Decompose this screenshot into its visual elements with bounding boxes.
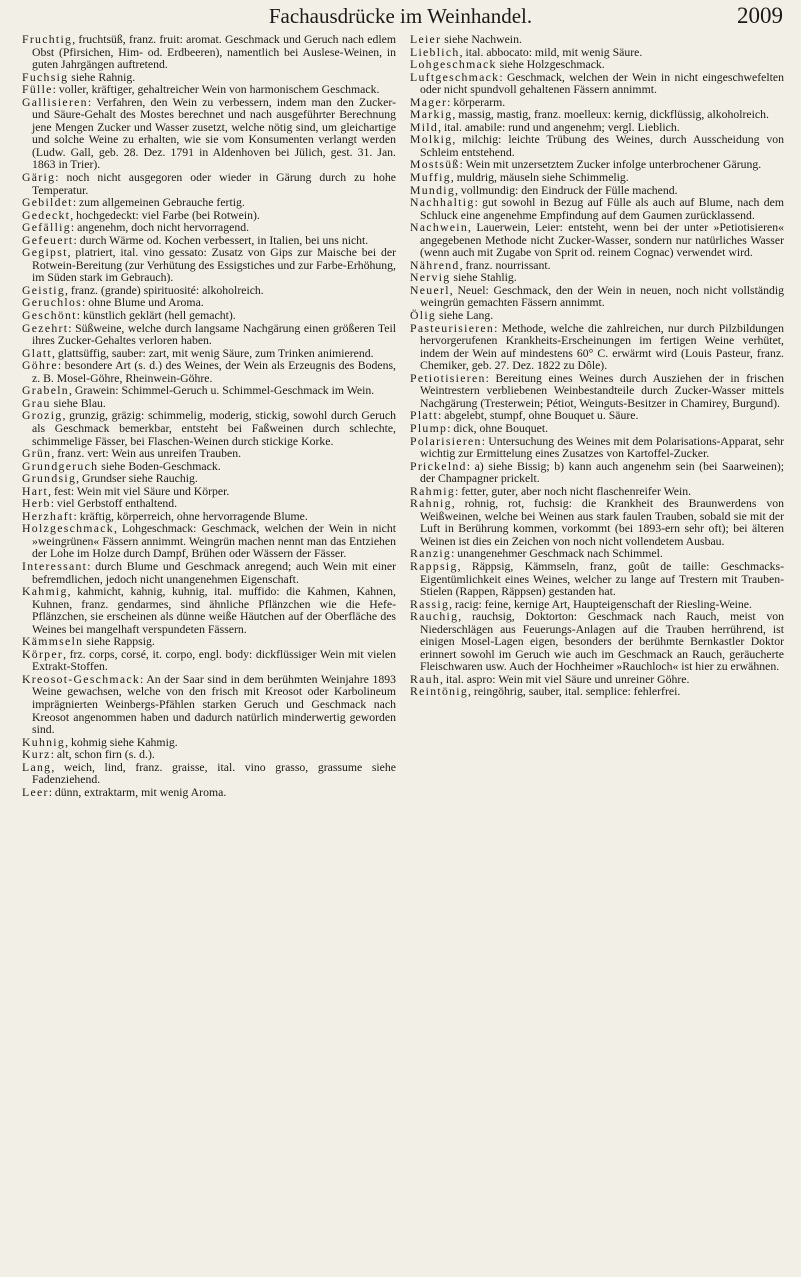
entry-headword: Lohgeschmack <box>410 58 497 72</box>
glossary-entry <box>22 34 396 72</box>
entry-definition: : kräftig, körperreich, ohne hervorragende Blume. <box>73 509 308 523</box>
page-header <box>0 0 801 30</box>
entry-definition: , platriert, ital. vino gessato: Zusatz von Gips zur Maische bei der Rotwein-Bereitung (zur Verhütung des Essigstiches und zur Farbe-Erhöhung, im Süden stark im Gebrauch). <box>32 246 396 285</box>
entry-definition: , massig, mastig, franz. moelleux: kernig, dickflüssig, alkoholreich. <box>452 108 769 122</box>
entry-definition: , fest: Wein mit viel Säure und Körper. <box>48 484 230 498</box>
entry-definition: : Methode, welche die zahlreichen, nur durch Pilzbildungen hervorgerufenen Krankheits-Erscheinungen im fertigen Weine verhütet, indem der Wein auf mindestens 60° C. erwärmt wird (Louis Pasteur, franz. Chemiker, geb. 27. Dez. 1822 zu Dôle). <box>420 321 784 373</box>
entry-definition: : viel Gerbstoff enthaltend. <box>50 497 178 511</box>
entry-definition: , franz. (grande) spirituosité: alkoholreich. <box>65 283 264 297</box>
entry-definition: , Räppsig, Kämmseln, franz, goût de taille: Geschmacks-Eigentümlichkeit eines Weines, welcher zu lange auf Trestern mit Trauben-Stielen (Rappen, Räppsen) gestanden hat. <box>420 559 784 599</box>
entry-headword: Gärig <box>22 171 56 185</box>
entry-headword: Markig <box>410 108 453 122</box>
entry-headword: Körper <box>22 647 64 661</box>
left-column <box>22 34 396 799</box>
entry-definition: : künstlich geklärt (hell gemacht). <box>76 309 236 323</box>
entry-headword: Leer <box>22 785 49 799</box>
entry-headword: Rahnig <box>410 497 452 511</box>
entry-headword: Grün <box>22 447 52 461</box>
entry-definition: : gut sowohl in Bezug auf Fülle als auch auf Blume, nach dem Schluck eine angenehme Empfindung auf dem Gaumen zurücklassend. <box>420 196 784 222</box>
entry-definition: , fruchtsüß, franz. fruit: aromat. Geschmack und Geruch nach edlem Obst (Pfirsichen, Him- od. Erdbeeren), namentlich bei Auslese-Weinen, in guten Jahrgängen auftretend. <box>32 33 396 72</box>
entry-headword: Luftgeschmack <box>410 70 500 84</box>
entry-definition: siehe Nachwein. <box>441 33 522 46</box>
glossary-entry <box>410 323 784 373</box>
entry-headword: Plump <box>410 421 448 435</box>
entry-headword: Molkig <box>410 133 453 147</box>
glossary-entry <box>22 649 396 674</box>
entry-headword: Grabeln <box>22 384 69 398</box>
entry-headword: Glatt <box>22 346 52 360</box>
entry-definition: siehe Rahnig. <box>68 70 136 84</box>
entry-definition: , weich, lind, franz. graisse, ital. vino grasso, grassume siehe Fadenziehend. <box>32 760 396 787</box>
entry-definition: siehe Blau. <box>50 396 106 410</box>
glossary-entry <box>410 461 784 486</box>
entry-headword: Nährend <box>410 258 460 272</box>
entry-definition: : Süßweine, welche durch langsame Nachgärung einen größeren Teil ihres Zucker-Gehaltes verloren haben. <box>32 321 396 348</box>
entry-headword: Geschönt <box>22 309 77 323</box>
entry-definition: : abgelebt, stumpf, ohne Bouquet u. Säure. <box>438 409 639 423</box>
entry-definition: , rauchsig, Doktorton: Geschmack nach Rauch, meist von Niederschlägen aus Feuerungs-Anlagen auf die Trauben herrührend, ist einigen Mosel-Lagen eigen, besonders der berühmte Bernkastler Doktor erinnert sowohl im Geruch wie auch im Geschmack an Rauch, geräucherte Fleischwaren usw. Auch der Hochheimer »Rauchloch« ist hier zu erwähnen. <box>420 610 784 674</box>
entry-headword: Nervig <box>410 271 451 285</box>
entry-definition: , frz. corps, corsé, it. corpo, engl. body: dickflüssiger Wein mit vielen Extrakt-Stoffen. <box>32 647 396 674</box>
glossary-entry <box>22 523 396 561</box>
entry-headword: Grau <box>22 396 51 410</box>
entry-headword: Grundsig <box>22 472 77 486</box>
entry-definition: : a) siehe Bissig; b) kann auch angenehm sein (bei Saarweinen); der Champagner prickelt. <box>420 459 784 486</box>
entry-definition: : noch nicht ausgegoren oder wieder in Gärung durch zu hohe Temperatur. <box>32 171 396 197</box>
entry-definition: , reingöhrig, sauber, ital. semplice: fehlerfrei. <box>468 685 681 699</box>
entry-headword: Gedeckt <box>22 208 71 222</box>
entry-definition: siehe Stahlig. <box>450 271 517 285</box>
entry-headword: Gefeuert <box>22 233 74 247</box>
entry-definition: , muldrig, mäuseln siehe Schimmelig. <box>450 171 629 185</box>
entry-definition: : dünn, extraktarm, mit wenig Aroma. <box>48 785 227 799</box>
entry-definition: , hochgedeckt: viel Farbe (bei Rotwein). <box>70 208 260 222</box>
entry-definition: , Neuel: Geschmack, den der Wein in neuen, noch nicht vollständig weingrün gemachten Fässern annimmt. <box>420 283 784 310</box>
glossary-entry <box>410 72 784 97</box>
entry-definition: , Lauerwein, Leier: entsteht, wenn bei der unter »Petiotisieren« angegebenen Methode nicht Zucker-Wasser, sondern nur natürliches Wasser (wenn auch mit Zugabe von Sprit od. reinem Cognac) verwendet wird. <box>420 221 784 260</box>
entry-headword: Reintönig <box>410 685 469 699</box>
entry-definition: : besondere Art (s. d.) des Weines, der Wein als Erzeugnis des Bodens, z. B. Mosel-Göhre, Rheinwein-Göhre. <box>32 359 396 385</box>
entry-definition: , franz. nourrissant. <box>459 258 551 272</box>
glossary-entry <box>410 222 784 260</box>
entry-headword: Kuhnig <box>22 735 66 749</box>
entry-headword: Lang <box>22 760 52 774</box>
entry-definition: , Grundser siehe Rauchig. <box>76 472 198 486</box>
entry-headword: Gezehrt <box>22 321 69 335</box>
entry-definition: siehe Rappsig. <box>83 635 155 649</box>
entry-headword: Mager <box>410 95 448 109</box>
entry-definition: , ital. abbocato: mild, mit wenig Säure. <box>459 45 643 59</box>
running-title: Fachausdrücke im Weinhandel. <box>268 4 533 28</box>
glossary-entry <box>22 360 396 385</box>
glossary-entry <box>22 247 396 285</box>
glossary-entry <box>410 197 784 222</box>
entry-definition: , rohnig, rot, fuchsig: die Krankheit des Braunwerdens von Weißweinen, welche bei Weinen aus stark faulen Trauben, sobald sie mit der Luft in Berührung kommen, vorkommt (bei 1893-ern sehr oft); bei älteren Weinen ist dies ein Zeichen von noch nicht vollendetem Ausbau. <box>420 497 784 548</box>
entry-headword: Pasteurisieren <box>410 321 495 335</box>
entry-headword: Polarisieren <box>410 434 482 448</box>
entry-definition: siehe Holzgeschmack. <box>496 58 605 72</box>
glossary-entry <box>22 674 396 737</box>
entry-definition: : durch Blume und Geschmack anregend; auch Wein mit einer befremdlichen, jedoch nicht unangenehmen Eigenschaft. <box>32 559 396 586</box>
entry-headword: Mostsüß <box>410 158 460 172</box>
entry-definition: : zum allgemeinen Gebrauche fertig. <box>72 196 245 210</box>
entry-headword: Neuerl <box>410 283 450 297</box>
entry-headword: Fülle <box>22 83 53 97</box>
entry-headword: Fuchsig <box>22 70 69 84</box>
entry-headword: Rappsig <box>410 559 458 573</box>
entry-definition: : Untersuchung des Weines mit dem Polarisations-Apparat, sehr wichtig zur Ermittelung eines Zusatzes von Kartoffel-Zucker. <box>420 434 784 461</box>
entry-headword: Ranzig <box>410 547 452 561</box>
entry-headword: Interessant <box>22 559 88 573</box>
entry-definition: siehe Lang. <box>436 309 494 323</box>
entry-definition: , milchig: leichte Trübung des Weines, durch Ausscheidung von Schleim entstehend. <box>420 133 784 159</box>
entry-headword: Gebildet <box>22 196 73 210</box>
entry-headword: Kurz <box>22 748 51 762</box>
entry-definition: : durch Wärme od. Kochen verbessert, in Italien, bei uns nicht. <box>73 233 369 247</box>
entry-definition: , franz. vert: Wein aus unreifen Trauben. <box>51 447 242 461</box>
entry-definition: siehe Boden-Geschmack. <box>98 459 221 473</box>
entry-headword: Gegipst <box>22 246 68 260</box>
entry-definition: : Bereitung eines Weines durch Ausziehen der in frischen Weintrestern verbliebenen Weinbestandteile durch Zucker-Wasser mittels Nachgärung (Tresterwein; Pétiot, Weinguts-Besitzer in Chamirey, Burgund). <box>420 371 784 410</box>
entry-definition: : angenehm, doch nicht hervorragend. <box>70 221 250 235</box>
entry-definition: : Geschmack, welchen der Wein in nicht eingeschwefelten oder nicht spundvoll gehaltenen Fässern annimmt. <box>420 70 784 97</box>
entry-definition: , ital. amabile: rund und angenehm; vergl. Lieblich. <box>438 120 680 134</box>
glossary-entry <box>410 285 784 310</box>
entry-headword: Herb <box>22 497 51 511</box>
glossary-entry <box>22 410 396 448</box>
entry-definition: , racig: feine, kernige Art, Haupteigenschaft der Riesling-Weine. <box>449 597 752 611</box>
entry-headword: Göhre <box>22 359 58 373</box>
entry-headword: Rahmig <box>410 484 456 498</box>
entry-definition: : voller, kräftiger, gehaltreicher Wein von harmonischem Geschmack. <box>52 83 380 97</box>
entry-definition: , ital. aspro: Wein mit viel Säure und unreiner Göhre. <box>440 672 690 686</box>
entry-headword: Prickelnd <box>410 459 467 473</box>
entry-headword: Grundgeruch <box>22 459 99 473</box>
entry-definition: : An der Saar sind in dem berühmten Weinjahre 1893 Weine gewachsen, welche von den frisch mit Kreosot oder Karbolineum imprägnierten Weinbergs-Pfählen starken Geruch und Geschmack nach Kreosot angenommen haben und dadurch natürlich minderwertig geworden sind. <box>32 672 396 737</box>
glossary-entry <box>22 561 396 586</box>
entry-headword: Mundig <box>410 183 456 197</box>
entry-headword: Muffig <box>410 171 451 185</box>
page-number: 2009 <box>737 3 783 28</box>
entry-definition: : alt, schon firn (s. d.). <box>50 748 155 762</box>
glossary-entry <box>22 172 396 197</box>
glossary-entry <box>410 686 784 699</box>
entry-headword: Nachwein <box>410 221 469 235</box>
entry-definition: : fetter, guter, aber noch nicht flaschenreifer Wein. <box>455 484 692 498</box>
entry-definition: : ohne Blume und Aroma. <box>82 296 204 310</box>
glossary-entry <box>410 611 784 674</box>
entry-definition: , kahmicht, kahnig, kuhnig, ital. muffido: die Kahmen, Kahnen, Kuhnen, franz. gendarmes, sind ähnliche Pflänzchen wie die Hefe-Pflänzchen, sie erscheinen als dünne weiße Häutchen auf der Oberfläche des Weines bei mangelhaft verspundeten Fässern. <box>32 585 396 636</box>
glossary-entry <box>410 134 784 159</box>
glossary-entry <box>22 787 396 800</box>
glossary-entry <box>410 561 784 599</box>
entry-headword: Mild <box>410 120 439 134</box>
glossary-entry <box>22 97 396 172</box>
entry-headword: Geruchlos <box>22 296 82 310</box>
entry-headword: Fruchtig <box>22 33 73 46</box>
entry-definition: , Lohgeschmack: Geschmack, welchen der Wein in nicht »weingrünen« Fässern annimmt. Weingrün machen nennt man das Entziehen der Lohe im Holze durch Dampf, Brühen oder Wässern der Fässer. <box>32 522 396 561</box>
entry-headword: Platt <box>410 409 439 423</box>
entry-headword: Lieblich <box>410 45 460 59</box>
entry-headword: Kämmseln <box>22 635 84 649</box>
entry-headword: Hart <box>22 484 49 498</box>
entry-definition: , vollmundig: den Eindruck der Fülle machend. <box>455 183 678 197</box>
entry-headword: Leier <box>410 33 442 46</box>
entry-definition: , grunzig, gräzig: schimmelig, moderig, stickig, sowohl durch Geruch als Geschmack bemerkbar, entsteht bei Faßweinen durch schlechte, schimmelige Fässer, bei Flaschen-Weinen durch stickige Korke. <box>32 409 396 448</box>
entry-headword: Rauchig <box>410 610 459 624</box>
entry-headword: Gallisieren <box>22 95 88 109</box>
glossary-entry <box>22 586 396 636</box>
entry-definition: : dick, ohne Bouquet. <box>447 421 549 435</box>
entry-headword: Rassig <box>410 597 450 611</box>
glossary-entry <box>410 373 784 411</box>
glossary-entry <box>410 436 784 461</box>
entry-headword: Rauh <box>410 672 441 686</box>
entry-headword: Geistig <box>22 283 66 297</box>
glossary-entry <box>22 323 396 348</box>
entry-headword: Herzhaft <box>22 509 74 523</box>
entry-definition: : Verfahren, den Wein zu verbessern, indem man den Zucker- und Säure-Gehalt des Mostes berechnet und nach ausgeführter Berechnung jene Mengen Zucker und Wasser zusetzt, welche nötig sind, um gleichartige und solche Weine zu erhalten, wie sie vom Konsumenten verlangt werden (Ludw. Gall, geb. 28. Dez. 1791 in Aldenhoven bei Jülich, gest. 31. Jan. 1863 in Trier). <box>32 95 396 172</box>
entry-headword: Petiotisieren <box>410 371 486 385</box>
entry-headword: Ölig <box>410 309 437 323</box>
entry-headword: Kahmig <box>22 585 68 599</box>
entry-headword: Kreosot-Geschmack <box>22 672 141 686</box>
entry-headword: Gefällig <box>22 221 71 235</box>
glossary-entry <box>410 498 784 548</box>
entry-definition: : unangenehmer Geschmack nach Schimmel. <box>451 547 663 561</box>
entry-headword: Holzgeschmack <box>22 522 114 536</box>
entry-definition: , glattsüffig, sauber: zart, mit wenig Säure, zum Trinken animierend. <box>52 346 374 360</box>
entry-headword: Grozig <box>22 409 63 423</box>
entry-definition: : Wein mit unzersetztem Zucker infolge unterbrochener Gärung. <box>459 158 762 172</box>
entry-definition: : körperarm. <box>447 95 506 109</box>
entry-definition: , kohmig siehe Kahmig. <box>65 735 178 749</box>
entry-headword: Nachhaltig <box>410 196 475 210</box>
right-column <box>410 34 784 699</box>
glossary-entry <box>22 762 396 787</box>
entry-definition: , Grawein: Schimmel-Geruch u. Schimmel-Geschmack im Wein. <box>68 384 375 398</box>
